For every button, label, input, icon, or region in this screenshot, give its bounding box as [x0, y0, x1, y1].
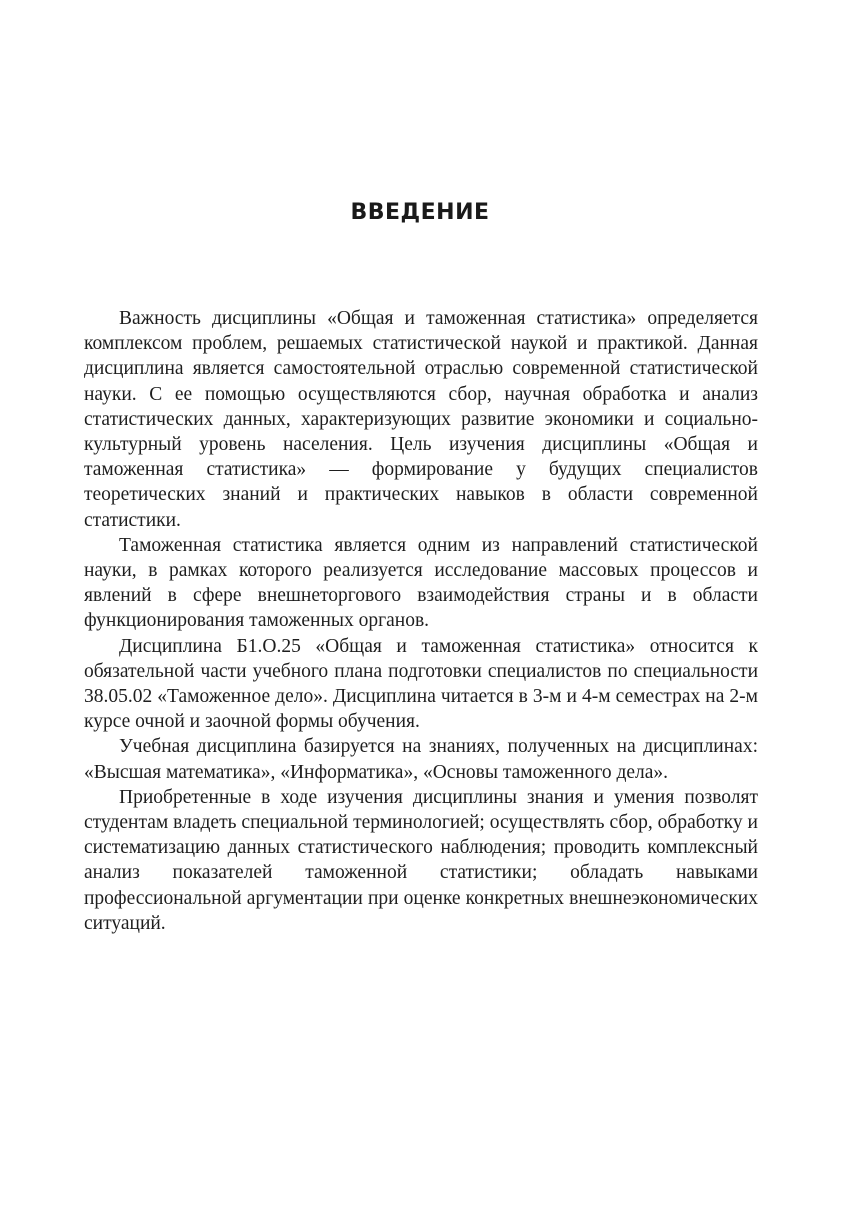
- paragraph-2: Таможенная статистика является одним из направлений статистической науки, в рамках которого реализуется исследование массовых процессов и явлений в сфере внешнеторгового взаимодействия страны и в области функционирования таможенных органов.: [84, 534, 758, 632]
- body-text: [84, 306, 758, 936]
- paragraph-5: Приобретенные в ходе изучения дисциплины знания и умения позволят студентам владеть специальной терминологией; осуществлять сбор, обработку и систематизацию данных статистического наблюдения; проводить комплексный анализ показателей таможенной статистики; обладать навыками профессиональной аргументации при оценке конкретных внешнеэкономических ситуаций.: [84, 786, 758, 934]
- page-title: ВВЕДЕНИЕ: [350, 200, 490, 225]
- paragraph-1: Важность дисциплины «Общая и таможенная статистика» определяется комплексом проблем, решаемых статистической наукой и практикой. Данная дисциплина является самостоятельной отраслью современной статистической науки. С ее помощью осуществляются сбор, научная обработка и анализ статистических данных, характеризующих развитие экономики и социально-культурный уровень населения. Цель изучения дисциплины «Общая и таможенная статистика» — формирование у будущих специалистов теоретических знаний и практических навыков в области современной статистики.: [84, 308, 758, 531]
- paragraph-3: Дисциплина Б1.О.25 «Общая и таможенная статистика» относится к обязательной части учебного плана подготовки специалистов по специальности 38.05.02 «Таможенное дело». Дисциплина читается в 3-м и 4-м семестрах на 2-м курсе очной и заочной формы обучения.: [84, 635, 758, 733]
- paragraph-4: Учебная дисциплина базируется на знаниях, полученных на дисциплинах: «Высшая математика», «Информатика», «Основы таможенного дела».: [84, 736, 758, 783]
